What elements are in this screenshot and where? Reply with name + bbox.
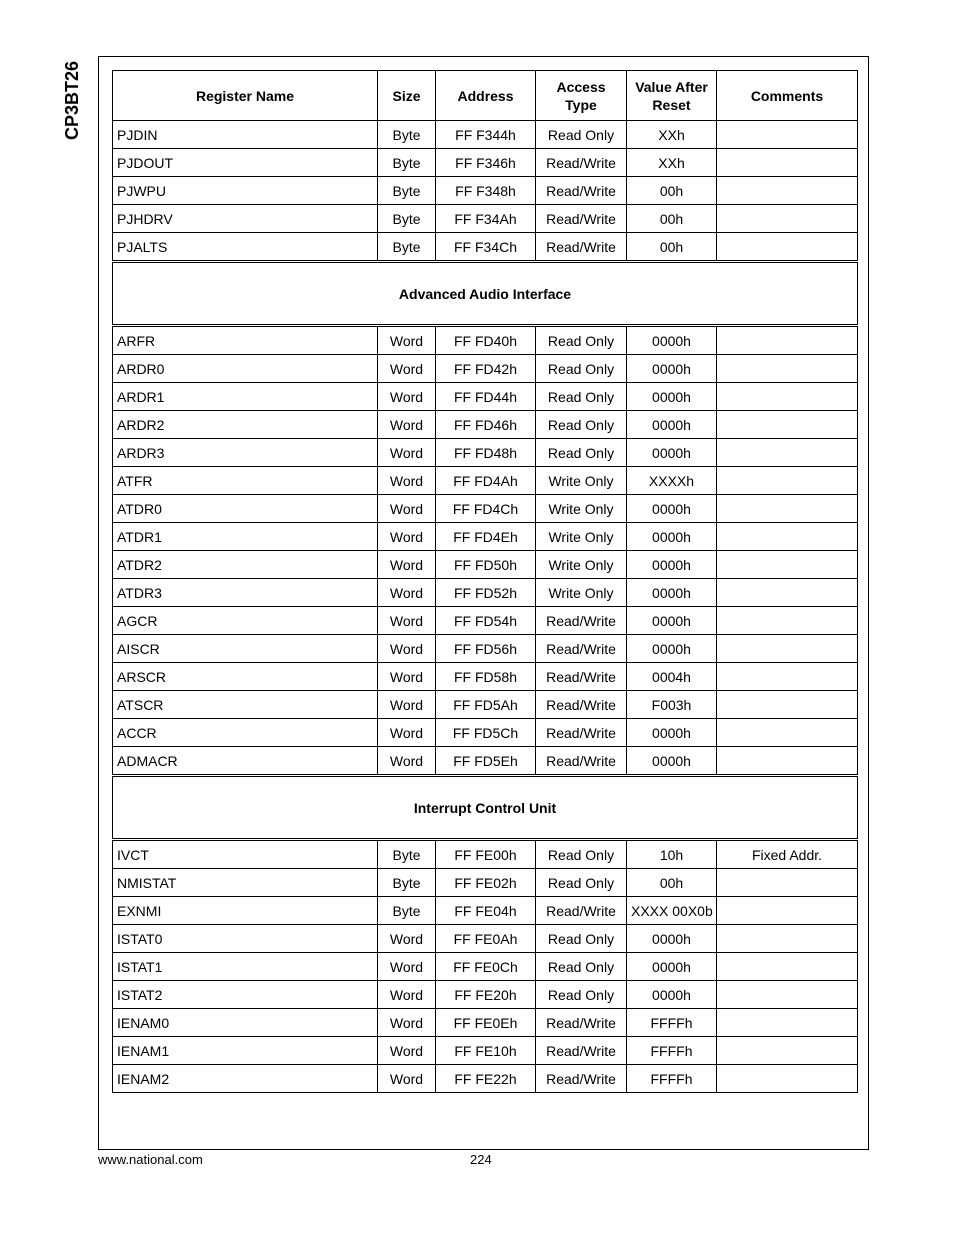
cell-register-name: PJALTS — [113, 233, 378, 262]
cell-access-type: Read/Write — [536, 205, 627, 233]
cell-address: FF FD5Ch — [436, 719, 536, 747]
cell-access-type: Read Only — [536, 439, 627, 467]
cell-access-type: Read/Write — [536, 233, 627, 262]
cell-register-name: AISCR — [113, 635, 378, 663]
cell-address: FF FD50h — [436, 551, 536, 579]
cell-value-after-reset: 0000h — [627, 411, 717, 439]
cell-address: FF FE04h — [436, 897, 536, 925]
cell-size: Word — [378, 691, 436, 719]
cell-value-after-reset: 0000h — [627, 981, 717, 1009]
table-row — [113, 355, 858, 383]
cell-address: FF FE20h — [436, 981, 536, 1009]
cell-register-name: ARDR3 — [113, 439, 378, 467]
cell-value-after-reset: 0004h — [627, 663, 717, 691]
cell-register-name: IENAM2 — [113, 1065, 378, 1093]
table-row — [113, 411, 858, 439]
cell-value-after-reset: XXh — [627, 121, 717, 149]
cell-value-after-reset: XXXXh — [627, 467, 717, 495]
table-body — [113, 121, 858, 1093]
cell-size: Byte — [378, 177, 436, 205]
table-row — [113, 953, 858, 981]
cell-value-after-reset: FFFFh — [627, 1065, 717, 1093]
cell-value-after-reset: 0000h — [627, 326, 717, 355]
cell-access-type: Write Only — [536, 579, 627, 607]
footer-page-number: 224 — [470, 1152, 492, 1167]
cell-comments — [717, 121, 858, 149]
cell-comments — [717, 467, 858, 495]
cell-access-type: Write Only — [536, 467, 627, 495]
cell-register-name: PJDIN — [113, 121, 378, 149]
cell-size: Word — [378, 635, 436, 663]
cell-address: FF F344h — [436, 121, 536, 149]
header-value-after-reset: Value After Reset — [627, 71, 717, 121]
cell-access-type: Read Only — [536, 326, 627, 355]
cell-value-after-reset: 0000h — [627, 523, 717, 551]
cell-value-after-reset: 00h — [627, 205, 717, 233]
table-row — [113, 840, 858, 869]
cell-register-name: ATFR — [113, 467, 378, 495]
table-row — [113, 635, 858, 663]
cell-value-after-reset: 00h — [627, 233, 717, 262]
cell-register-name: PJDOUT — [113, 149, 378, 177]
cell-register-name: ATDR1 — [113, 523, 378, 551]
table-row — [113, 205, 858, 233]
section-title: Advanced Audio Interface — [113, 262, 858, 326]
cell-comments — [717, 1009, 858, 1037]
cell-size: Word — [378, 953, 436, 981]
cell-access-type: Read/Write — [536, 1037, 627, 1065]
cell-access-type: Read/Write — [536, 177, 627, 205]
cell-value-after-reset: 0000h — [627, 439, 717, 467]
cell-size: Byte — [378, 869, 436, 897]
cell-comments — [717, 411, 858, 439]
cell-size: Word — [378, 607, 436, 635]
cell-address: FF FD5Eh — [436, 747, 536, 776]
document-side-title: CP3BT26 — [62, 60, 82, 140]
cell-comments — [717, 747, 858, 776]
header-access-type: Access Type — [536, 71, 627, 121]
cell-comments: Fixed Addr. — [717, 840, 858, 869]
table-row — [113, 663, 858, 691]
table-row — [113, 177, 858, 205]
cell-address: FF FD44h — [436, 383, 536, 411]
cell-size: Word — [378, 663, 436, 691]
cell-address: FF FE0Ah — [436, 925, 536, 953]
cell-access-type: Read/Write — [536, 691, 627, 719]
table-row — [113, 467, 858, 495]
cell-access-type: Read/Write — [536, 607, 627, 635]
cell-size: Word — [378, 495, 436, 523]
cell-address: FF FE0Eh — [436, 1009, 536, 1037]
cell-register-name: ATDR0 — [113, 495, 378, 523]
cell-access-type: Write Only — [536, 523, 627, 551]
cell-value-after-reset: 00h — [627, 177, 717, 205]
table-row — [113, 1065, 858, 1093]
cell-size: Word — [378, 925, 436, 953]
cell-access-type: Read/Write — [536, 1009, 627, 1037]
cell-register-name: NMISTAT — [113, 869, 378, 897]
cell-value-after-reset: 10h — [627, 840, 717, 869]
cell-comments — [717, 326, 858, 355]
register-table — [112, 70, 858, 1093]
cell-size: Byte — [378, 840, 436, 869]
cell-size: Byte — [378, 897, 436, 925]
cell-access-type: Read/Write — [536, 719, 627, 747]
cell-address: FF F34Ah — [436, 205, 536, 233]
table-row — [113, 747, 858, 776]
table-row — [113, 719, 858, 747]
cell-value-after-reset: F003h — [627, 691, 717, 719]
table-row — [113, 981, 858, 1009]
cell-size: Word — [378, 1009, 436, 1037]
cell-value-after-reset: 0000h — [627, 579, 717, 607]
cell-comments — [717, 355, 858, 383]
header-register-name: Register Name — [113, 71, 378, 121]
cell-address: FF FD48h — [436, 439, 536, 467]
cell-register-name: ARDR0 — [113, 355, 378, 383]
cell-size: Word — [378, 551, 436, 579]
cell-address: FF FE10h — [436, 1037, 536, 1065]
cell-comments — [717, 523, 858, 551]
cell-comments — [717, 953, 858, 981]
section-header-row — [113, 262, 858, 326]
cell-register-name: PJHDRV — [113, 205, 378, 233]
table-row — [113, 1037, 858, 1065]
cell-access-type: Read/Write — [536, 747, 627, 776]
cell-address: FF FE22h — [436, 1065, 536, 1093]
cell-value-after-reset: 0000h — [627, 635, 717, 663]
table-row — [113, 691, 858, 719]
cell-value-after-reset: FFFFh — [627, 1037, 717, 1065]
cell-comments — [717, 579, 858, 607]
cell-address: FF FD54h — [436, 607, 536, 635]
cell-access-type: Read Only — [536, 925, 627, 953]
cell-size: Word — [378, 1065, 436, 1093]
cell-address: FF FD40h — [436, 326, 536, 355]
cell-access-type: Write Only — [536, 495, 627, 523]
cell-comments — [717, 635, 858, 663]
cell-comments — [717, 691, 858, 719]
table-row — [113, 233, 858, 262]
table-row — [113, 925, 858, 953]
cell-value-after-reset: 0000h — [627, 719, 717, 747]
table-row — [113, 579, 858, 607]
cell-address: FF F346h — [436, 149, 536, 177]
cell-size: Byte — [378, 205, 436, 233]
cell-size: Byte — [378, 233, 436, 262]
cell-address: FF FD46h — [436, 411, 536, 439]
table-row — [113, 121, 858, 149]
cell-address: FF FD58h — [436, 663, 536, 691]
table-row — [113, 439, 858, 467]
cell-register-name: ATDR3 — [113, 579, 378, 607]
cell-value-after-reset: 0000h — [627, 953, 717, 981]
header-size: Size — [378, 71, 436, 121]
cell-access-type: Read Only — [536, 411, 627, 439]
table-row — [113, 326, 858, 355]
cell-register-name: IENAM0 — [113, 1009, 378, 1037]
cell-size: Word — [378, 523, 436, 551]
cell-value-after-reset: 0000h — [627, 383, 717, 411]
cell-size: Byte — [378, 149, 436, 177]
cell-register-name: IENAM1 — [113, 1037, 378, 1065]
cell-comments — [717, 925, 858, 953]
cell-value-after-reset: 00h — [627, 869, 717, 897]
cell-size: Word — [378, 747, 436, 776]
table-row — [113, 523, 858, 551]
cell-register-name: ADMACR — [113, 747, 378, 776]
cell-register-name: ATSCR — [113, 691, 378, 719]
cell-value-after-reset: 0000h — [627, 551, 717, 579]
cell-size: Word — [378, 1037, 436, 1065]
cell-access-type: Read Only — [536, 953, 627, 981]
cell-register-name: ISTAT0 — [113, 925, 378, 953]
cell-address: FF FE02h — [436, 869, 536, 897]
cell-access-type: Read/Write — [536, 1065, 627, 1093]
cell-address: FF F348h — [436, 177, 536, 205]
cell-size: Word — [378, 383, 436, 411]
cell-access-type: Read/Write — [536, 663, 627, 691]
cell-comments — [717, 149, 858, 177]
table-row — [113, 1009, 858, 1037]
footer-website: www.national.com — [98, 1152, 203, 1167]
cell-access-type: Read Only — [536, 355, 627, 383]
cell-address: FF FE00h — [436, 840, 536, 869]
cell-comments — [717, 663, 858, 691]
cell-comments — [717, 205, 858, 233]
cell-register-name: ISTAT2 — [113, 981, 378, 1009]
cell-comments — [717, 607, 858, 635]
table-row — [113, 607, 858, 635]
cell-access-type: Read/Write — [536, 897, 627, 925]
cell-register-name: ARSCR — [113, 663, 378, 691]
cell-value-after-reset: 0000h — [627, 607, 717, 635]
cell-comments — [717, 551, 858, 579]
table-row — [113, 495, 858, 523]
header-comments: Comments — [717, 71, 858, 121]
cell-access-type: Read Only — [536, 869, 627, 897]
cell-address: FF FE0Ch — [436, 953, 536, 981]
cell-access-type: Read Only — [536, 840, 627, 869]
cell-comments — [717, 177, 858, 205]
cell-register-name: ACCR — [113, 719, 378, 747]
section-header-row — [113, 776, 858, 840]
cell-address: FF FD52h — [436, 579, 536, 607]
cell-address: FF FD4Ah — [436, 467, 536, 495]
cell-value-after-reset: 0000h — [627, 747, 717, 776]
table-row — [113, 897, 858, 925]
cell-comments — [717, 1065, 858, 1093]
table-row — [113, 869, 858, 897]
cell-comments — [717, 383, 858, 411]
cell-size: Word — [378, 439, 436, 467]
cell-value-after-reset: 0000h — [627, 355, 717, 383]
cell-register-name: ISTAT1 — [113, 953, 378, 981]
cell-register-name: ARDR1 — [113, 383, 378, 411]
section-title: Interrupt Control Unit — [113, 776, 858, 840]
cell-comments — [717, 495, 858, 523]
cell-register-name: EXNMI — [113, 897, 378, 925]
table-row — [113, 551, 858, 579]
cell-comments — [717, 719, 858, 747]
cell-address: FF FD42h — [436, 355, 536, 383]
cell-comments — [717, 1037, 858, 1065]
cell-address: FF FD4Ch — [436, 495, 536, 523]
table-row — [113, 383, 858, 411]
cell-value-after-reset: 0000h — [627, 925, 717, 953]
cell-register-name: IVCT — [113, 840, 378, 869]
cell-access-type: Read/Write — [536, 635, 627, 663]
cell-value-after-reset: FFFFh — [627, 1009, 717, 1037]
cell-comments — [717, 869, 858, 897]
cell-size: Word — [378, 719, 436, 747]
cell-size: Word — [378, 579, 436, 607]
cell-address: FF FD5Ah — [436, 691, 536, 719]
cell-register-name: PJWPU — [113, 177, 378, 205]
cell-comments — [717, 233, 858, 262]
cell-value-after-reset: 0000h — [627, 495, 717, 523]
cell-register-name: ARFR — [113, 326, 378, 355]
cell-size: Word — [378, 326, 436, 355]
cell-size: Word — [378, 355, 436, 383]
cell-access-type: Read/Write — [536, 149, 627, 177]
header-address: Address — [436, 71, 536, 121]
cell-value-after-reset: XXXX 00X0b — [627, 897, 717, 925]
cell-comments — [717, 897, 858, 925]
cell-register-name: AGCR — [113, 607, 378, 635]
cell-size: Word — [378, 411, 436, 439]
cell-size: Byte — [378, 121, 436, 149]
table-row — [113, 149, 858, 177]
cell-access-type: Read Only — [536, 383, 627, 411]
cell-access-type: Read Only — [536, 121, 627, 149]
cell-address: FF FD4Eh — [436, 523, 536, 551]
cell-comments — [717, 439, 858, 467]
cell-register-name: ARDR2 — [113, 411, 378, 439]
cell-size: Word — [378, 981, 436, 1009]
table-header-row — [113, 71, 858, 121]
cell-access-type: Read Only — [536, 981, 627, 1009]
cell-value-after-reset: XXh — [627, 149, 717, 177]
cell-address: FF F34Ch — [436, 233, 536, 262]
cell-register-name: ATDR2 — [113, 551, 378, 579]
cell-comments — [717, 981, 858, 1009]
cell-address: FF FD56h — [436, 635, 536, 663]
cell-access-type: Write Only — [536, 551, 627, 579]
cell-size: Word — [378, 467, 436, 495]
